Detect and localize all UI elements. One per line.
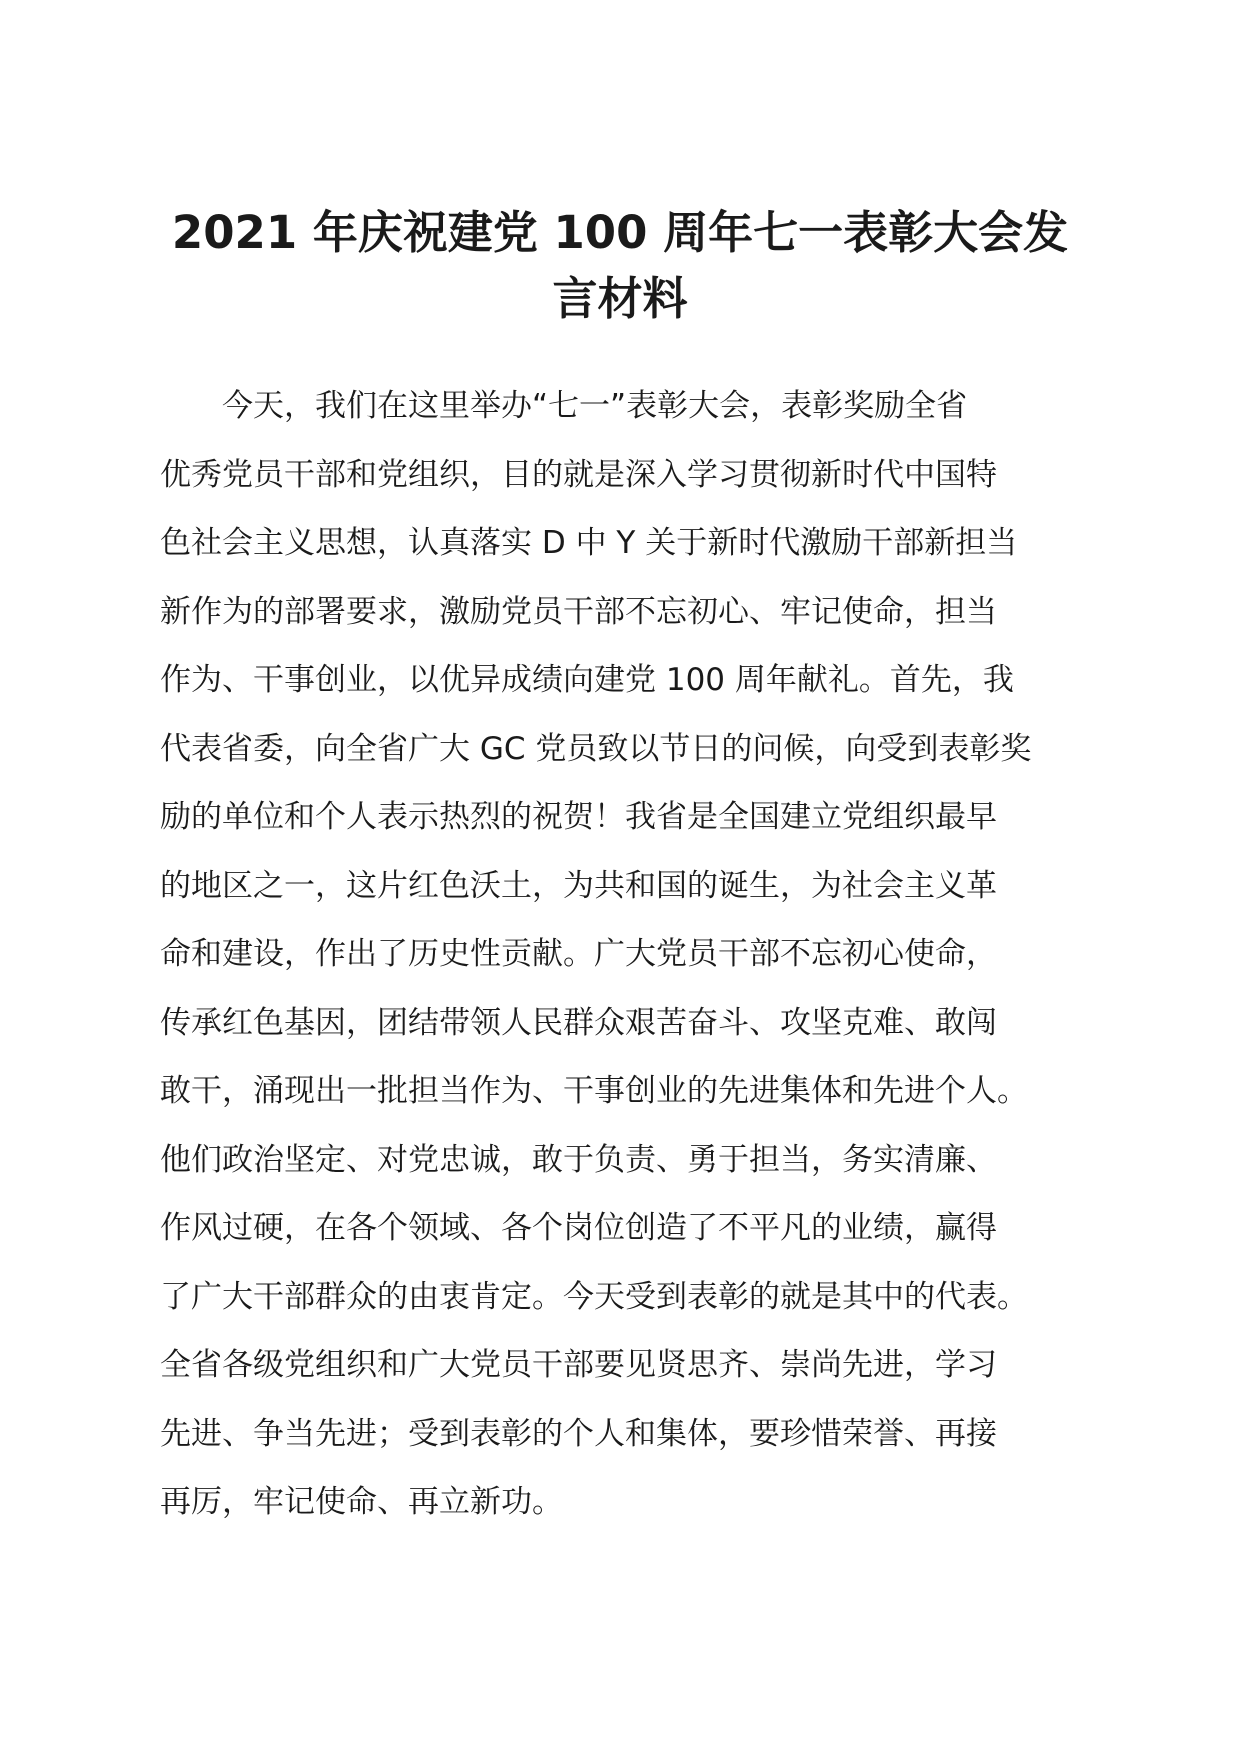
body-line: 再厉，牢记使命、再立新功。 — [160, 1484, 563, 1520]
body-line: 作风过硬，在各个领域、各个岗位创造了不平凡的业绩，赢得 — [160, 1210, 997, 1246]
body-line: 先进、争当先进；受到表彰的个人和集体，要珍惜荣誉、再接 — [160, 1415, 997, 1452]
body-line: 新作为的部署要求，激励党员干部不忘初心、牢记使命，担当 — [160, 593, 997, 630]
body-line: 他们政治坚定、对党忠诚，敢于负责、勇于担当，务实清廉、 — [160, 1141, 997, 1178]
body-line: 今天，我们在这里举办“七一”表彰大会，表彰奖励全省 — [222, 388, 968, 424]
document-title — [150, 200, 1090, 332]
title-line: 言材料 — [552, 272, 688, 325]
document-body — [160, 372, 1100, 1537]
body-line: 作为、干事创业，以优异成绩向建党 100 周年献礼。首先，我 — [160, 662, 1014, 698]
body-line: 命和建设，作出了历史性贡献。广大党员干部不忘初心使命， — [160, 936, 997, 972]
body-line: 的地区之一，这片红色沃土，为共和国的诞生，为社会主义革 — [160, 867, 997, 904]
body-line: 色社会主义思想，认真落实 D 中 Y 关于新时代激励干部新担当 — [160, 525, 1018, 561]
body-line: 敢干，涌现出一批担当作为、干事创业的先进集体和先进个人。 — [160, 1073, 1028, 1109]
body-line: 优秀党员干部和党组织，目的就是深入学习贯彻新时代中国特 — [160, 456, 997, 493]
body-line: 了广大干部群众的由衷肯定。今天受到表彰的就是其中的代表。 — [160, 1278, 1028, 1315]
body-line: 励的单位和个人表示热烈的祝贺！我省是全国建立党组织最早 — [160, 799, 997, 835]
title-line: 2021 年庆祝建党 100 周年七一表彰大会发 — [171, 206, 1069, 259]
body-line: 代表省委，向全省广大 GC 党员致以节日的问候，向受到表彰奖 — [160, 730, 1032, 767]
body-line: 全省各级党组织和广大党员干部要见贤思齐、崇尚先进，学习 — [160, 1347, 997, 1383]
body-line: 传承红色基因，团结带领人民群众艰苦奋斗、攻坚克难、敢闯 — [160, 1004, 997, 1041]
